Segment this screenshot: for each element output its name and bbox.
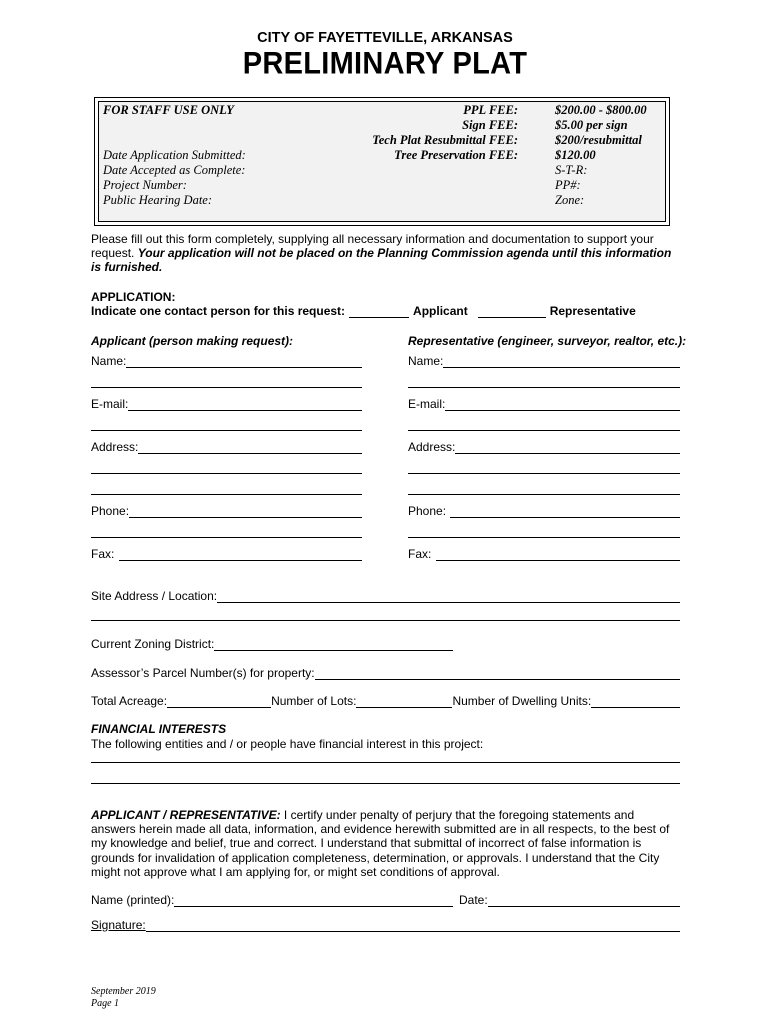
project-number-label: Project Number: <box>103 178 187 192</box>
applicant-address-label: Address: <box>91 440 139 454</box>
name-printed-label: Name (printed): <box>91 893 175 907</box>
intro-line-1: Please fill out this form completely, supplying all necessary information and documentation to support your <box>91 232 654 246</box>
applicant-email-label: E-mail: <box>91 397 129 411</box>
acreage-label: Total Acreage: <box>91 694 168 708</box>
applicant-address-row <box>91 440 362 454</box>
applicant-phone-field[interactable] <box>129 504 362 518</box>
applicant-name-field[interactable] <box>126 354 362 368</box>
name-printed-field[interactable] <box>174 893 453 907</box>
representative-address-line-3[interactable] <box>408 494 680 495</box>
representative-fax-label: Fax: <box>408 547 432 561</box>
str-label: S-T-R: <box>555 163 588 177</box>
applicant-option-label: Applicant <box>413 304 468 318</box>
lots-label: Number of Lots: <box>271 694 357 708</box>
representative-address-line-2[interactable] <box>408 473 680 474</box>
intro-line-2 <box>91 246 701 260</box>
certification-line-2: answers herein made all data, information, and evidence herewith submitted are in all respects, to the best of <box>91 822 670 837</box>
zoning-label: Current Zoning District: <box>91 637 215 651</box>
signature-row <box>91 918 680 932</box>
financial-line-1[interactable] <box>91 762 680 763</box>
representative-heading: Representative (engineer, surveyor, realtor, etc.): <box>408 334 687 348</box>
fee-labels <box>330 103 518 163</box>
applicant-email-field[interactable] <box>128 397 362 411</box>
parcel-row <box>91 666 680 680</box>
acreage-field[interactable] <box>167 694 271 708</box>
staff-use-heading: FOR STAFF USE ONLY <box>103 103 234 117</box>
applicant-choice-field[interactable] <box>349 304 409 318</box>
intro-text <box>91 232 701 274</box>
footer-date: September 2019 <box>91 986 156 997</box>
applicant-name-label: Name: <box>91 354 127 368</box>
intro-plain: request. <box>91 246 135 260</box>
certification-line-3: my knowledge and belief, true and correct. I understand that submittal of incorrect of false information is <box>91 836 642 851</box>
applicant-email-line-2[interactable] <box>91 430 362 431</box>
intro-warning: Your application will not be placed on the Planning Commission agenda until this information <box>137 246 672 260</box>
zoning-field[interactable] <box>214 637 453 651</box>
date-application-submitted-label: Date Application Submitted: <box>103 148 246 162</box>
fee-values <box>555 103 647 163</box>
contact-person-row <box>91 304 636 318</box>
application-heading: APPLICATION: <box>91 290 176 304</box>
certification-text <box>91 808 691 879</box>
representative-phone-row <box>408 504 680 518</box>
site-address-field[interactable] <box>217 589 680 603</box>
applicant-email-row <box>91 397 362 411</box>
site-address-label: Site Address / Location: <box>91 589 218 603</box>
certification-heading: APPLICANT / REPRESENTATIVE: <box>91 808 281 822</box>
name-printed-row <box>91 893 453 907</box>
representative-phone-line-2[interactable] <box>408 537 680 538</box>
financial-line-2[interactable] <box>91 783 680 784</box>
public-hearing-date-label: Public Hearing Date: <box>103 193 213 207</box>
applicant-fax-label: Fax: <box>91 547 115 561</box>
site-address-line-2[interactable] <box>91 620 680 621</box>
applicant-address-field[interactable] <box>138 440 362 454</box>
representative-address-row <box>408 440 680 454</box>
contact-prompt: Indicate one contact person for this request: <box>91 304 346 318</box>
representative-email-field[interactable] <box>445 397 680 411</box>
footer <box>91 986 156 1010</box>
representative-email-row <box>408 397 680 411</box>
date-accepted-label: Date Accepted as Complete: <box>103 163 246 177</box>
certification-line-5: might not approve what I am applying for, or might set conditions of approval. <box>91 864 500 879</box>
representative-name-line-2[interactable] <box>408 387 680 388</box>
representative-name-label: Name: <box>408 354 444 368</box>
applicant-heading: Applicant (person making request): <box>91 334 294 348</box>
fee-label-ppl: PPL FEE: <box>463 103 518 117</box>
representative-fax-field[interactable] <box>436 547 680 561</box>
dwelling-units-field[interactable] <box>591 694 680 708</box>
date-row <box>459 893 680 907</box>
parcel-field[interactable] <box>315 666 680 680</box>
certification-text-1: I certify under penalty of perjury that the foregoing statements and <box>283 808 635 822</box>
representative-name-row <box>408 354 680 368</box>
representative-email-label: E-mail: <box>408 397 446 411</box>
signature-label: Signature: <box>91 918 146 932</box>
fee-label-tech: Tech Plat Resubmittal FEE: <box>372 133 518 147</box>
representative-fax-row <box>408 547 680 561</box>
date-field[interactable] <box>488 893 680 907</box>
fee-value-sign: $5.00 per sign <box>555 118 628 132</box>
applicant-phone-line-2[interactable] <box>91 537 362 538</box>
zone-label: Zone: <box>555 193 585 207</box>
signature-field[interactable] <box>146 918 680 932</box>
fee-value-tree: $120.00 <box>555 148 596 162</box>
representative-phone-field[interactable] <box>450 504 680 518</box>
financial-text: The following entities and / or people have financial interest in this project: <box>91 737 484 751</box>
fee-label-tree: Tree Preservation FEE: <box>394 148 518 162</box>
staff-left-fields <box>103 148 246 208</box>
representative-email-line-2[interactable] <box>408 430 680 431</box>
representative-option-label: Representative <box>549 304 636 318</box>
fee-value-ppl: $200.00 - $800.00 <box>555 103 647 117</box>
parcel-label: Assessor’s Parcel Number(s) for property: <box>91 666 315 680</box>
representative-choice-field[interactable] <box>478 304 546 318</box>
zoning-row <box>91 637 453 651</box>
fee-label-sign: Sign FEE: <box>462 118 518 132</box>
certification-line-1 <box>91 808 691 822</box>
applicant-fax-row <box>91 547 362 561</box>
representative-phone-label: Phone: <box>408 504 447 518</box>
date-label: Date: <box>459 893 488 907</box>
applicant-name-line-2[interactable] <box>91 387 362 388</box>
applicant-phone-label: Phone: <box>91 504 130 518</box>
representative-address-label: Address: <box>408 440 456 454</box>
fee-value-tech: $200/resubmittal <box>555 133 642 147</box>
certification-line-4: grounds for invalidation of application completeness, determination, or approvals. I understand that the City <box>91 850 660 865</box>
applicant-phone-row <box>91 504 362 518</box>
city-heading: CITY OF FAYETTEVILLE, ARKANSAS <box>257 30 513 46</box>
applicant-fax-field[interactable] <box>119 547 362 561</box>
intro-line-3: is furnished. <box>91 260 163 274</box>
footer-page: Page 1 <box>91 998 120 1009</box>
pp-number-label: PP#: <box>555 178 581 192</box>
page-title: PRELIMINARY PLAT <box>242 46 528 82</box>
dwelling-units-label: Number of Dwelling Units: <box>452 694 592 708</box>
applicant-address-line-2[interactable] <box>91 473 362 474</box>
representative-name-field[interactable] <box>443 354 680 368</box>
applicant-address-line-3[interactable] <box>91 494 362 495</box>
representative-address-field[interactable] <box>455 440 680 454</box>
staff-right-fields <box>555 163 587 208</box>
applicant-name-row <box>91 354 362 368</box>
financial-heading: FINANCIAL INTERESTS <box>91 722 227 736</box>
site-address-row <box>91 589 680 603</box>
lots-field[interactable] <box>356 694 452 708</box>
acreage-lots-row <box>91 694 680 708</box>
